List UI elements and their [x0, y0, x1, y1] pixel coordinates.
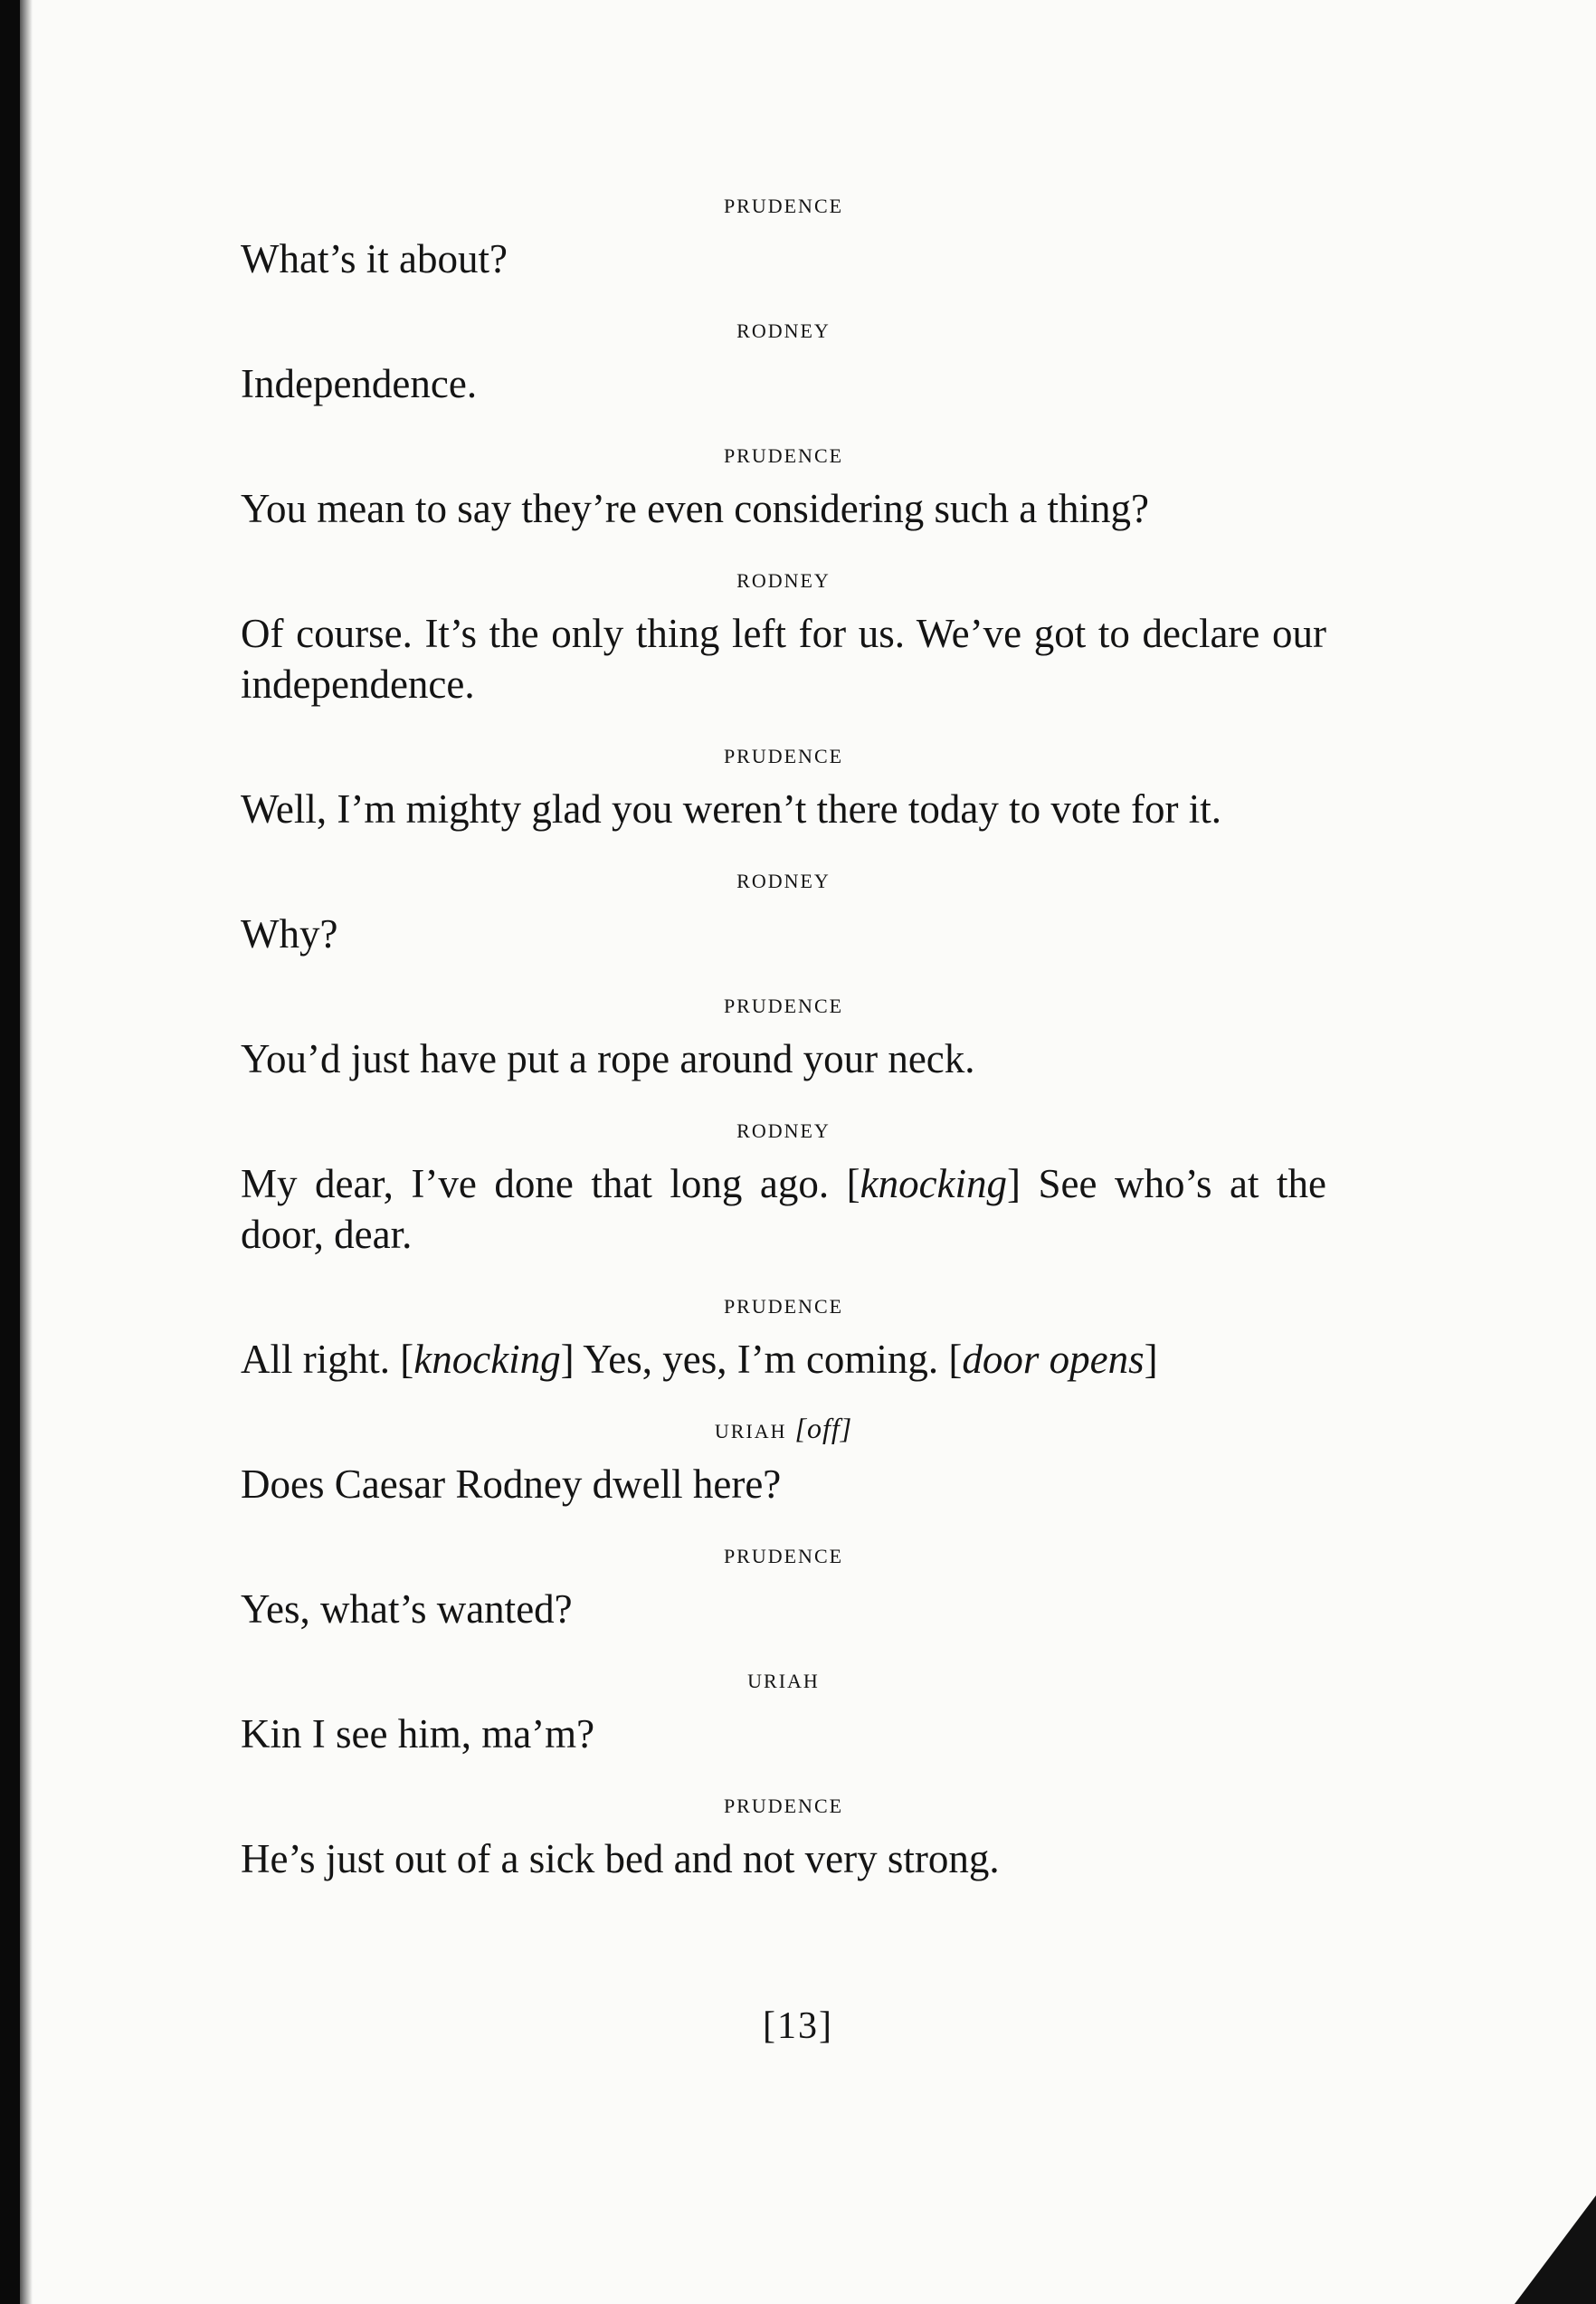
speaker-name [241, 1281, 1326, 1325]
page-corner-mark [1515, 2195, 1596, 2304]
dialogue-text: You mean to say they’re even considering such a thing? [241, 486, 1149, 531]
speaker-name [241, 1406, 1326, 1450]
speaker-label: rodney [736, 1111, 831, 1144]
dialogue-line [241, 1584, 1326, 1634]
dialogue-text: ] [1007, 1161, 1021, 1206]
dialogue-text: [ [948, 1337, 963, 1382]
dialogue-text: Does Caesar Rodney dwell here? [241, 1461, 782, 1507]
speaker-label: prudence [723, 986, 844, 1019]
dialogue-text: [ [846, 1161, 860, 1206]
dialogue-text: All right. [241, 1337, 401, 1382]
stage-direction-text: off [806, 1412, 841, 1444]
speaker-label: prudence [723, 1786, 844, 1819]
dialogue-text: Why? [241, 911, 338, 957]
page-edge-shadow [0, 0, 20, 2304]
speaker-label: prudence [723, 186, 844, 219]
dialogue-text: Well, I’m mighty glad you weren’t there today to vote for it. [241, 786, 1222, 832]
dialogue-text: ] [560, 1337, 575, 1382]
dialogue-line [241, 358, 1326, 409]
speaker-label: prudence [723, 436, 844, 469]
dialogue-line [241, 1334, 1326, 1385]
dialogue-line [241, 608, 1326, 709]
stage-direction-text: knocking [860, 1161, 1008, 1206]
speaker-name [241, 1106, 1326, 1149]
dialogue-text: Independence. [241, 361, 478, 406]
script-body [241, 181, 1326, 1884]
speaker-label: rodney [736, 561, 831, 594]
speaker-name [241, 181, 1326, 224]
dialogue-line [241, 483, 1326, 534]
dialogue-text: [ [400, 1337, 414, 1382]
dialogue-line [241, 909, 1326, 959]
dialogue-line [241, 1158, 1326, 1260]
dialogue-text: Of course. It’s the only thing left for us. We’ve got to declare our independence. [241, 611, 1326, 707]
dialogue-text: You’d just have put a rope around your neck. [241, 1036, 975, 1081]
dialogue-line [241, 784, 1326, 834]
speaker-name [241, 856, 1326, 900]
dialogue-line [241, 1709, 1326, 1759]
speaker-label: prudence [723, 1287, 844, 1319]
dialogue-text: He’s just out of a sick bed and not very strong. [241, 1836, 1000, 1881]
dialogue-text: Kin I see him, ma’m? [241, 1711, 595, 1757]
dialogue-text: Yes, yes, I’m coming. [574, 1337, 949, 1382]
stage-direction-text: door opens [962, 1337, 1145, 1382]
speaker-label: prudence [723, 737, 844, 769]
speaker-name [241, 1531, 1326, 1575]
speaker-name [241, 306, 1326, 349]
speaker-name [241, 731, 1326, 775]
dialogue-text: My dear, I’ve done that long ago. [241, 1161, 847, 1206]
dialogue-text: ] [1144, 1337, 1158, 1382]
speaker-label: rodney [736, 862, 831, 894]
dialogue-text: Yes, what’s wanted? [241, 1586, 573, 1632]
dialogue-text: See who’s at the door, dear. [241, 1161, 1326, 1257]
speaker-label: uriah [747, 1661, 820, 1694]
speaker-name [241, 981, 1326, 1024]
speaker-stage-direction: [off] [786, 1412, 853, 1444]
stage-direction-text: knocking [413, 1337, 561, 1382]
speaker-name [241, 431, 1326, 474]
speaker-name [241, 1656, 1326, 1699]
speaker-label: uriah [714, 1412, 787, 1444]
speaker-label: rodney [736, 311, 831, 344]
page-number: [13] [763, 2005, 833, 2047]
dialogue-line [241, 1459, 1326, 1509]
speaker-name [241, 1781, 1326, 1824]
dialogue-line [241, 1833, 1326, 1884]
dialogue-line [241, 233, 1326, 284]
speaker-name [241, 556, 1326, 599]
speaker-label: prudence [723, 1537, 844, 1569]
dialogue-line [241, 1033, 1326, 1084]
page-edge-fade [20, 0, 33, 2304]
dialogue-text: What’s it about? [241, 236, 508, 281]
